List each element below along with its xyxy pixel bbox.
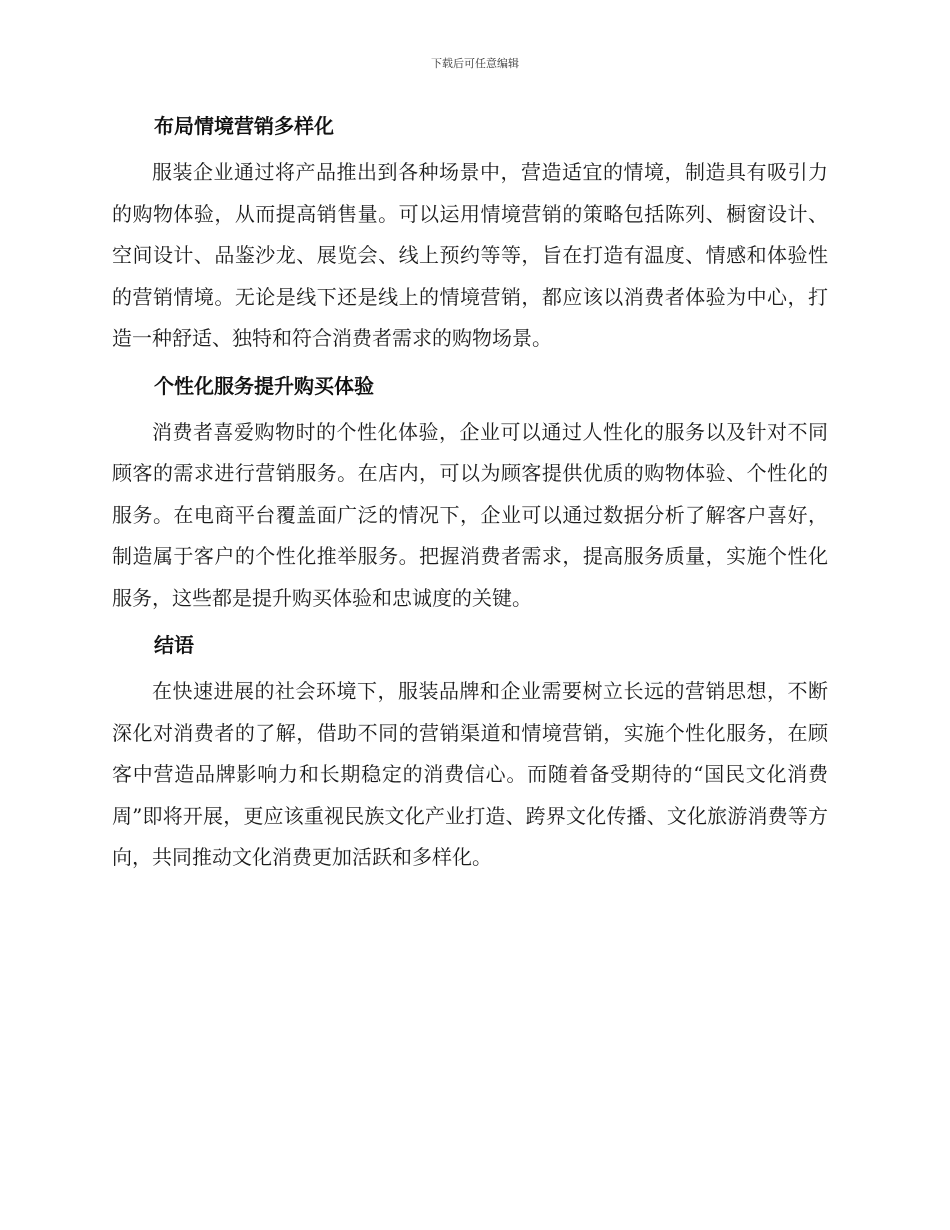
page-header: 下载后可任意编辑 <box>431 57 519 70</box>
section-conclusion <box>112 627 828 879</box>
section-paragraph: 消费者喜爱购物时的个性化体验，企业可以通过人性化的服务以及针对不同顾客的需求进行营销服务。在店内，可以为顾客提供优质的购物体验、个性化的服务。在电商平台覆盖面广泛的情况下，企业可以通过数据分析了解客户喜好，制造属于客户的个性化推举服务。把握消费者需求，提高服务质量，实施个性化服务，这些都是提升购买体验和忠诚度的关键。 <box>112 419 828 610</box>
section-personalized-service <box>112 368 828 620</box>
section-paragraph: 在快速进展的社会环境下，服装品牌和企业需要树立长远的营销思想，不断深化对消费者的了解，借助不同的营销渠道和情境营销，实施个性化服务，在顾客中营造品牌影响力和长期稳定的消费信心。而随着备受期待的“国民文化消费周”即将开展，更应该重视民族文化产业打造、跨界文化传播、文化旅游消费等方向，共同推动文化消费更加活跃和多样化。 <box>112 679 828 869</box>
section-heading: 结语 <box>154 633 194 657</box>
section-heading: 布局情境营销多样化 <box>154 114 334 138</box>
section-situational-marketing <box>112 108 828 360</box>
document-content <box>112 108 828 887</box>
section-heading: 个性化服务提升购买体验 <box>154 373 374 398</box>
section-paragraph: 服装企业通过将产品推出到各种场景中，营造适宜的情境，制造具有吸引力的购物体验，从而提高销售量。可以运用情境营销的策略包括陈列、橱窗设计、空间设计、品鉴沙龙、展览会、线上预约等等，旨在打造有温度、情感和体验性的营销情境。无论是线下还是线上的情境营销，都应该以消费者体验为中心，打造一种舒适、独特和符合消费者需求的购物场景。 <box>112 160 828 350</box>
